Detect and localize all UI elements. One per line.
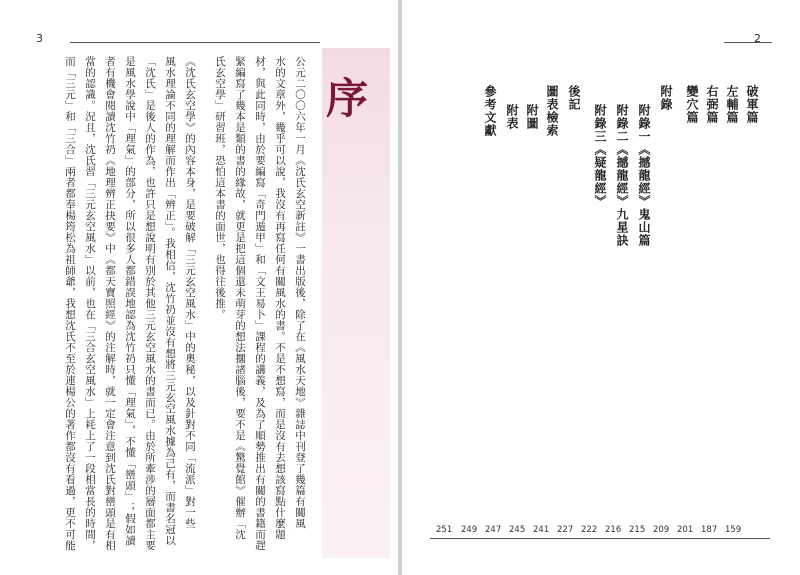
preface-column-10: 者有機會閱讀沈竹礽《地理辨正抉要》中《都天寶照經》的注解時，就一定會注意到沈氏對巒頭是有相	[104, 56, 116, 551]
toc-page-number: 227	[557, 525, 574, 535]
toc-page-number: 247	[485, 525, 502, 535]
toc-page-number: 222	[581, 525, 598, 535]
toc-entry: 右弼篇	[705, 85, 719, 124]
toc-page-number: 159	[725, 525, 742, 535]
toc-entry: 附錄三《疑龍經》	[593, 104, 607, 208]
toc-entry: 左輔篇	[725, 85, 739, 124]
toc-bottom-rule	[430, 538, 770, 539]
preface-column-9: 是風水學說中「理氣」的部分，所以很多人都錯誤地認為沈竹礽只懂「理氣」，不懂「巒頭」；假如讀	[124, 56, 136, 546]
toc-entry: 圖表檢索	[545, 85, 559, 137]
toc-page-number: 251	[436, 525, 453, 535]
left-page-number: 3	[36, 32, 43, 45]
toc-entry: 附錄一《撼龍經》鬼山篇	[637, 104, 651, 247]
toc-entry: 附圖	[525, 104, 539, 130]
toc-entry: 變穴篇	[685, 85, 699, 124]
toc-entry: 破軍篇	[745, 85, 759, 124]
preface-column-6: 《沈氏玄空學》的內容本身，是要破解「三元玄空風水」中的奧秘，以及針對不同「流派」對一些	[184, 56, 196, 529]
toc-entry: 參考文獻	[483, 85, 497, 137]
preface-title: 序	[326, 74, 369, 123]
toc-page-number: 209	[653, 525, 670, 535]
right-page-number: 2	[754, 32, 761, 45]
toc-page-number: 241	[533, 525, 550, 535]
toc-page-number: 249	[461, 525, 478, 535]
preface-column-1: 公元二〇〇六年一月《沈氏玄空新註》一書出版後，除了在《風水天地》雜誌中刊登了幾篇有關風	[294, 56, 306, 529]
toc-page-number: 245	[509, 525, 526, 535]
toc-page-number: 187	[701, 525, 718, 535]
preface-column-12: 而「三元」和「三合」兩者都奉楊筠松為祖師爺，我想沈氏不至於連楊公的著作都沒有看過，更不可能	[64, 56, 76, 551]
toc-page-number: 215	[629, 525, 646, 535]
toc-page-number: 216	[605, 525, 622, 535]
left-page	[0, 0, 398, 575]
preface-column-2: 水的文章外，幾乎可以說，我沒有再寫任何有關風水的書。不是不想寫，而是沒有去想該寫點什麼題	[274, 56, 286, 540]
preface-column-8: 「沈氏」是後人的作為，也許只是想說明有別於其他三元玄空風水的書而已。由於所牽涉的層面都主要	[144, 56, 156, 551]
preface-column-5: 氏玄空學」研習班，恐怕這本書的面世，也得往後推。	[214, 56, 226, 320]
preface-column-3: 材，與此同時，由於要編寫「奇門遁甲」和「文王易卜」課程的講義，及為了順勢推出有關的書籍而趕	[254, 56, 266, 551]
left-header-rule	[70, 42, 320, 43]
preface-column-11: 當的認識。況且，沈氏習「三元玄空風水」以前，也在「三合玄空風水」上耗上了一段相當長的時間，	[84, 56, 96, 551]
toc-entry: 後記	[567, 85, 581, 111]
preface-column-4: 緊編寫了幾本是類的書的緣故，就更是把這個還未萌芽的想法擱諸腦後，要不是《驚覺館》催辦「沈	[234, 56, 246, 540]
preface-column-7: 風水理論不同的理解而作出「辨正」。我相信，沈竹礽並沒有想將三元玄空風水據為己有，而書名冠以	[164, 56, 176, 546]
toc-entry: 附錄二《撼龍經》九星訣	[615, 104, 629, 247]
toc-entry: 附表	[505, 104, 519, 130]
toc-page-number: 201	[677, 525, 694, 535]
right-header-rule	[724, 42, 772, 43]
toc-entry: 附錄	[659, 85, 673, 111]
